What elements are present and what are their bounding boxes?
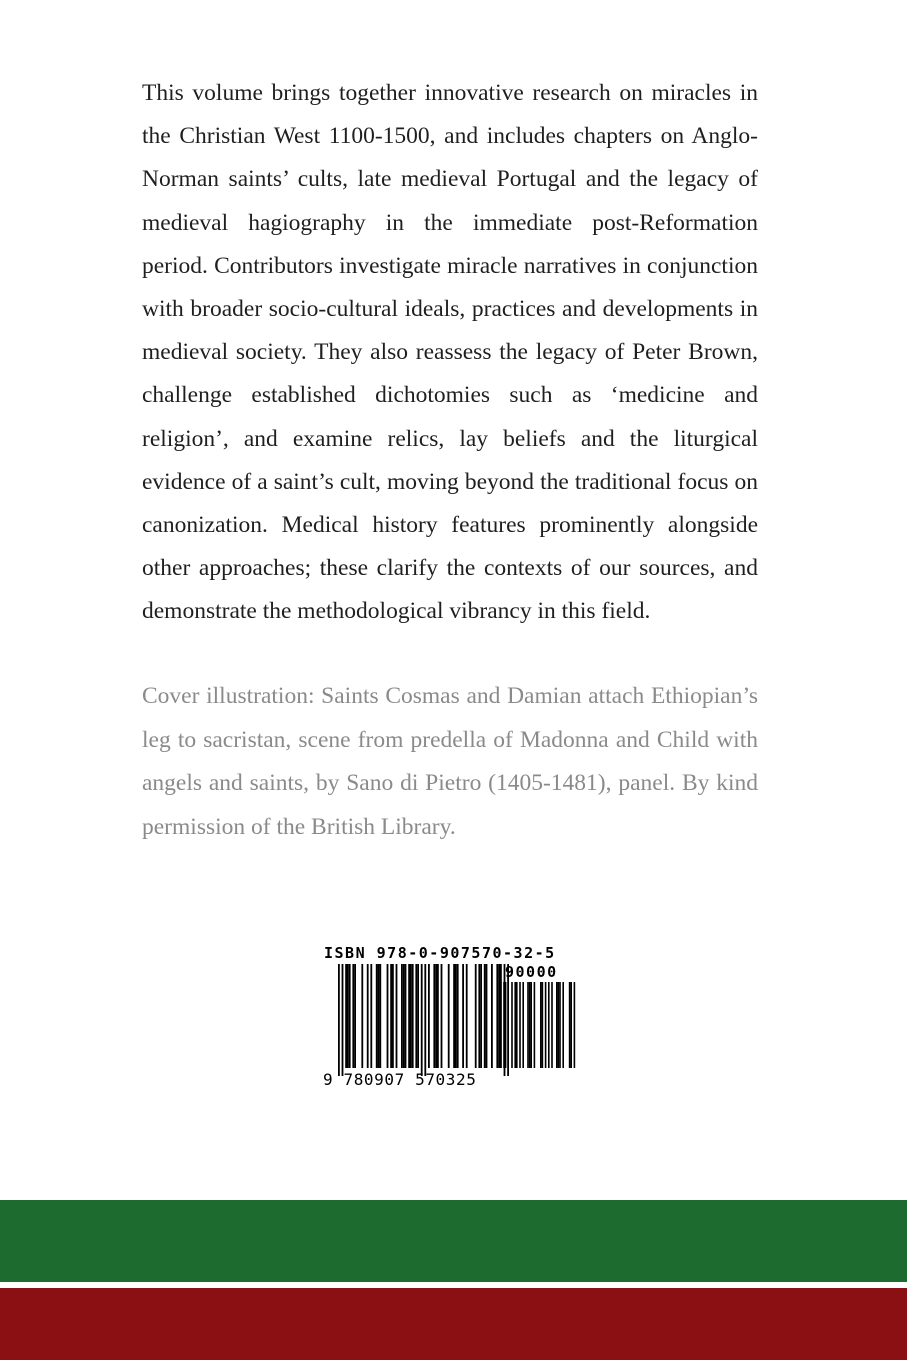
- isbn-barcode: [318, 940, 580, 1095]
- barcode-bar: [354, 964, 356, 1068]
- barcode-bar: [367, 964, 369, 1068]
- barcode-bar: [392, 964, 394, 1068]
- barcode-bar: [453, 964, 455, 1068]
- barcode-bar: [342, 964, 344, 1076]
- barcode-bar: [415, 964, 417, 1068]
- barcode-bar: [347, 964, 349, 1068]
- addon-bar: [562, 982, 564, 1068]
- isbn-label: ISBN 978-0-907570-32-5: [324, 944, 556, 962]
- barcode-bar: [410, 964, 412, 1068]
- addon-bar: [529, 982, 531, 1068]
- barcode-bar: [361, 964, 363, 1068]
- addon-bar: [519, 982, 521, 1068]
- addon-bar: [527, 982, 529, 1068]
- barcode-bar: [412, 964, 414, 1068]
- barcode-bar: [349, 964, 351, 1068]
- addon-bar: [534, 982, 536, 1068]
- barcode-bar: [457, 964, 459, 1068]
- addon-bar: [500, 982, 502, 1068]
- barcode-bar: [462, 964, 464, 1068]
- addon-bar: [556, 982, 558, 1068]
- barcode-bar: [421, 964, 423, 1076]
- price-addon-label: 90000: [505, 963, 558, 981]
- barcode-bar: [491, 964, 493, 1068]
- addon-bar: [542, 982, 544, 1068]
- barcode-bar: [433, 964, 435, 1068]
- barcode-bar: [370, 964, 372, 1068]
- addon-bar: [551, 982, 553, 1068]
- barcode-bar: [338, 964, 340, 1076]
- addon-bar: [558, 982, 560, 1068]
- back-cover-blurb: This volume brings together innovative research on miracles in the Christian West 1100-1500, and includes chapters on Anglo-Norman saints’ cults, late medieval Portugal and the legacy of medieval hagiography in the immediate post-Reformation period. Contributors investigate miracle narratives in conjunction with broader socio-cultural ideals, practices and developments in medieval society. They also reassess the legacy of Peter Brown, challenge established dichotomies such as ‘medicine and religion’, and examine relics, lay beliefs and the liturgical evidence of a saint’s cult, moving beyond the traditional focus on canonization. Medical history features prominently alongside other approaches; these clarify the contexts of our sources, and demonstrate the methodological vibrancy in this field.: [142, 80, 758, 625]
- addon-bar: [505, 982, 507, 1068]
- barcode-bar: [480, 964, 482, 1068]
- barcode-bar: [437, 964, 439, 1068]
- addon-bar: [545, 982, 547, 1068]
- addon-bar: [569, 982, 571, 1068]
- barcode-bar: [478, 964, 480, 1068]
- barcode-bar: [408, 964, 410, 1068]
- addon-bar: [540, 982, 542, 1068]
- addon-bar: [522, 982, 524, 1068]
- barcode-bar: [441, 964, 443, 1068]
- barcode-bar: [448, 964, 450, 1068]
- barcode-bar: [387, 964, 389, 1068]
- barcode-bar: [405, 964, 407, 1068]
- barcode-bar: [475, 964, 477, 1068]
- red-band: [0, 1288, 907, 1360]
- addon-bar: [516, 982, 518, 1068]
- addon-bar: [511, 982, 513, 1068]
- barcode-bar: [466, 964, 468, 1068]
- addon-bar: [530, 982, 532, 1068]
- green-band: [0, 1200, 907, 1282]
- barcode-bar: [376, 964, 378, 1068]
- barcode-bar: [345, 964, 347, 1068]
- barcode-bar: [455, 964, 457, 1068]
- barcode-bar: [378, 964, 380, 1068]
- addon-bar: [570, 982, 572, 1068]
- barcode-bar: [396, 964, 398, 1068]
- barcode-bar: [484, 964, 486, 1068]
- cover-illustration-credit: Cover illustration: Saints Cosmas and Damian attach Ethiopian’s leg to sacristan, scene from predella of Madonna and Child with angels and saints, by Sano di Pietro (1405-1481), panel. By kind permission of the British Library.: [142, 683, 758, 840]
- barcode-bar: [379, 964, 381, 1068]
- addon-bar: [503, 982, 505, 1068]
- barcode-bar: [352, 964, 354, 1068]
- barcode-digits: 9 780907 570325: [323, 1070, 477, 1089]
- barcode-bar: [428, 964, 430, 1068]
- addon-bar: [559, 982, 561, 1068]
- barcode-bar: [435, 964, 437, 1068]
- barcode-bar: [401, 964, 403, 1068]
- addon-bar: [514, 982, 516, 1068]
- barcode-bar: [424, 964, 426, 1076]
- addon-bar: [574, 982, 576, 1068]
- barcode-bar: [390, 964, 392, 1068]
- barcode-bar: [498, 964, 500, 1068]
- barcode-bar: [403, 964, 405, 1068]
- barcode-bar: [486, 964, 488, 1068]
- barcode-bar: [496, 964, 498, 1068]
- addon-bar: [548, 982, 550, 1068]
- barcode-bar: [417, 964, 419, 1068]
